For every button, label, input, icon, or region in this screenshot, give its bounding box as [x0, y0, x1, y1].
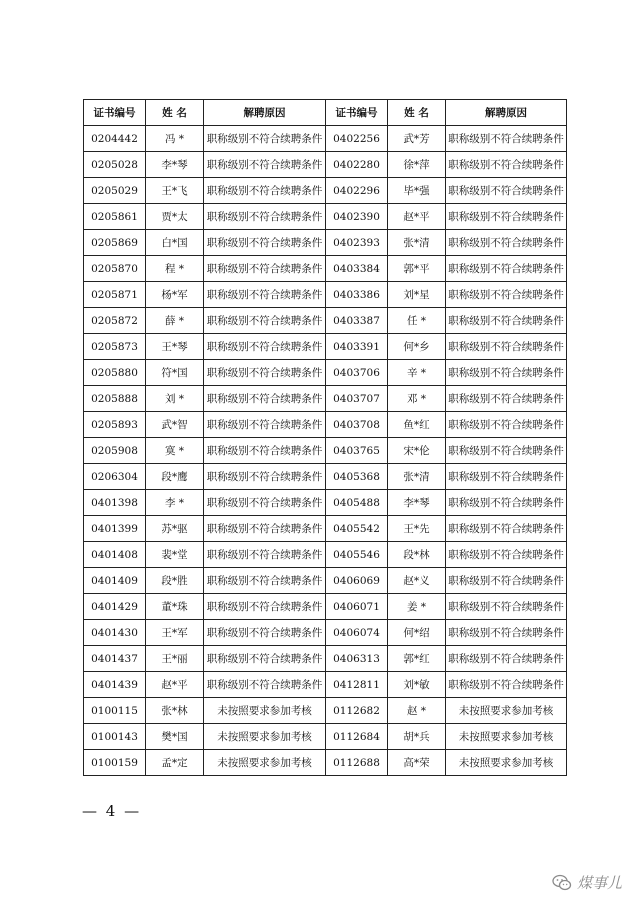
cell-cert-no: 0205869 [84, 230, 146, 256]
cell-name-2: 高*荣 [388, 750, 446, 776]
cell-name-2: 徐*萍 [388, 152, 446, 178]
watermark [552, 872, 622, 893]
table-row [84, 646, 567, 672]
table-row [84, 594, 567, 620]
cell-reason: 职称级别不符合续聘条件 [204, 594, 326, 620]
cell-reason: 未按照要求参加考核 [204, 750, 326, 776]
watermark-text: 煤事儿 [576, 874, 622, 892]
cell-cert-no-2: 0403708 [326, 412, 388, 438]
cell-cert-no-2: 0402296 [326, 178, 388, 204]
cell-cert-no: 0205873 [84, 334, 146, 360]
table-row [84, 516, 567, 542]
table-row [84, 308, 567, 334]
cell-name: 白*国 [146, 230, 204, 256]
cell-reason-2: 职称级别不符合续聘条件 [446, 490, 567, 516]
cell-cert-no: 0205029 [84, 178, 146, 204]
cell-name: 孟*定 [146, 750, 204, 776]
cell-reason: 职称级别不符合续聘条件 [204, 256, 326, 282]
cell-name: 裴*堂 [146, 542, 204, 568]
cell-name-2: 段*林 [388, 542, 446, 568]
cell-name: 董*珠 [146, 594, 204, 620]
table-row [84, 724, 567, 750]
cell-cert-no-2: 0402393 [326, 230, 388, 256]
table-row [84, 750, 567, 776]
table-row [84, 438, 567, 464]
cell-reason-2: 职称级别不符合续聘条件 [446, 672, 567, 698]
cell-reason: 职称级别不符合续聘条件 [204, 204, 326, 230]
cell-name: 冯 * [146, 126, 204, 152]
cell-reason-2: 职称级别不符合续聘条件 [446, 204, 567, 230]
cell-name: 李*琴 [146, 152, 204, 178]
cell-name-2: 张*清 [388, 464, 446, 490]
header-name-2: 姓 名 [388, 100, 446, 126]
cell-cert-no-2: 0412811 [326, 672, 388, 698]
wechat-icon [552, 874, 572, 892]
cell-name: 王*军 [146, 620, 204, 646]
cell-cert-no-2: 0403386 [326, 282, 388, 308]
cell-cert-no: 0401429 [84, 594, 146, 620]
table-row [84, 256, 567, 282]
cell-cert-no-2: 0403765 [326, 438, 388, 464]
cell-name-2: 宋*伦 [388, 438, 446, 464]
table-row [84, 334, 567, 360]
cell-reason: 职称级别不符合续聘条件 [204, 126, 326, 152]
table-row [84, 620, 567, 646]
cell-reason-2: 职称级别不符合续聘条件 [446, 230, 567, 256]
cell-reason: 职称级别不符合续聘条件 [204, 646, 326, 672]
cell-cert-no-2: 0402390 [326, 204, 388, 230]
cell-reason-2: 职称级别不符合续聘条件 [446, 412, 567, 438]
cell-cert-no-2: 0403707 [326, 386, 388, 412]
page-number: — 4 — [82, 802, 142, 820]
table-row [84, 230, 567, 256]
cell-cert-no-2: 0406069 [326, 568, 388, 594]
cell-name-2: 胡*兵 [388, 724, 446, 750]
cell-name: 段*鹰 [146, 464, 204, 490]
cell-name-2: 刘*星 [388, 282, 446, 308]
cell-name: 王*飞 [146, 178, 204, 204]
cell-name-2: 任 * [388, 308, 446, 334]
cell-reason-2: 职称级别不符合续聘条件 [446, 360, 567, 386]
cell-reason-2: 职称级别不符合续聘条件 [446, 152, 567, 178]
cell-name-2: 张*清 [388, 230, 446, 256]
cell-reason: 职称级别不符合续聘条件 [204, 516, 326, 542]
cell-cert-no: 0100159 [84, 750, 146, 776]
cell-name-2: 郭*红 [388, 646, 446, 672]
table-row [84, 698, 567, 724]
cell-name: 段*胜 [146, 568, 204, 594]
cell-cert-no: 0205870 [84, 256, 146, 282]
cell-reason: 职称级别不符合续聘条件 [204, 308, 326, 334]
cell-name: 张*林 [146, 698, 204, 724]
cell-cert-no: 0204442 [84, 126, 146, 152]
cell-cert-no-2: 0112688 [326, 750, 388, 776]
cell-cert-no: 0205893 [84, 412, 146, 438]
cell-cert-no-2: 0402256 [326, 126, 388, 152]
cell-reason-2: 职称级别不符合续聘条件 [446, 542, 567, 568]
cell-name-2: 武*芳 [388, 126, 446, 152]
cell-name: 刘 * [146, 386, 204, 412]
cell-reason-2: 职称级别不符合续聘条件 [446, 178, 567, 204]
cell-reason-2: 职称级别不符合续聘条件 [446, 620, 567, 646]
cell-reason-2: 职称级别不符合续聘条件 [446, 594, 567, 620]
table-row [84, 672, 567, 698]
cell-name: 王*丽 [146, 646, 204, 672]
cell-name: 寞 * [146, 438, 204, 464]
cell-reason-2: 职称级别不符合续聘条件 [446, 386, 567, 412]
cell-reason: 职称级别不符合续聘条件 [204, 542, 326, 568]
cell-reason-2: 职称级别不符合续聘条件 [446, 256, 567, 282]
table-row [84, 204, 567, 230]
cell-name: 李 * [146, 490, 204, 516]
cell-reason: 职称级别不符合续聘条件 [204, 438, 326, 464]
cell-reason: 未按照要求参加考核 [204, 724, 326, 750]
cell-cert-no-2: 0405368 [326, 464, 388, 490]
cell-cert-no: 0401439 [84, 672, 146, 698]
cell-name-2: 何*乡 [388, 334, 446, 360]
cell-reason-2: 未按照要求参加考核 [446, 698, 567, 724]
cell-cert-no: 0205908 [84, 438, 146, 464]
cell-name: 苏*驱 [146, 516, 204, 542]
cell-cert-no: 0205888 [84, 386, 146, 412]
cell-name-2: 刘*敏 [388, 672, 446, 698]
cell-cert-no-2: 0402280 [326, 152, 388, 178]
cell-name: 樊*国 [146, 724, 204, 750]
cell-name-2: 赵*义 [388, 568, 446, 594]
cell-cert-no: 0100115 [84, 698, 146, 724]
cell-cert-no-2: 0406313 [326, 646, 388, 672]
cell-reason: 职称级别不符合续聘条件 [204, 282, 326, 308]
cell-cert-no: 0206304 [84, 464, 146, 490]
cell-name: 薛 * [146, 308, 204, 334]
cell-name-2: 李*琴 [388, 490, 446, 516]
cell-reason-2: 职称级别不符合续聘条件 [446, 646, 567, 672]
table-row [84, 126, 567, 152]
cell-name: 符*国 [146, 360, 204, 386]
cell-reason-2: 职称级别不符合续聘条件 [446, 126, 567, 152]
cell-cert-no: 0401409 [84, 568, 146, 594]
cell-reason-2: 未按照要求参加考核 [446, 750, 567, 776]
cell-cert-no: 0205028 [84, 152, 146, 178]
table-row [84, 568, 567, 594]
cell-cert-no: 0205871 [84, 282, 146, 308]
cell-reason: 职称级别不符合续聘条件 [204, 178, 326, 204]
cell-name-2: 毕*强 [388, 178, 446, 204]
table-row [84, 490, 567, 516]
cell-name: 赵*平 [146, 672, 204, 698]
cell-cert-no: 0205880 [84, 360, 146, 386]
table-row [84, 360, 567, 386]
cell-cert-no-2: 0403391 [326, 334, 388, 360]
cell-reason: 职称级别不符合续聘条件 [204, 360, 326, 386]
cell-cert-no-2: 0406071 [326, 594, 388, 620]
table-row [84, 152, 567, 178]
cell-reason-2: 职称级别不符合续聘条件 [446, 568, 567, 594]
cell-name-2: 鱼*红 [388, 412, 446, 438]
cell-cert-no-2: 0405488 [326, 490, 388, 516]
header-name: 姓 名 [146, 100, 204, 126]
cell-name-2: 郭*平 [388, 256, 446, 282]
header-reason-2: 解聘原因 [446, 100, 567, 126]
cell-cert-no: 0401430 [84, 620, 146, 646]
cell-cert-no-2: 0112684 [326, 724, 388, 750]
cell-cert-no: 0401437 [84, 646, 146, 672]
cell-cert-no: 0205861 [84, 204, 146, 230]
cell-cert-no: 0100143 [84, 724, 146, 750]
cell-reason: 职称级别不符合续聘条件 [204, 464, 326, 490]
cell-name-2: 赵*平 [388, 204, 446, 230]
cell-name-2: 辛 * [388, 360, 446, 386]
cell-name: 杨*军 [146, 282, 204, 308]
header-reason: 解聘原因 [204, 100, 326, 126]
cell-cert-no: 0205872 [84, 308, 146, 334]
table-header-row [84, 100, 567, 126]
table-row [84, 386, 567, 412]
cell-reason-2: 职称级别不符合续聘条件 [446, 438, 567, 464]
cell-cert-no-2: 0403706 [326, 360, 388, 386]
cell-reason-2: 职称级别不符合续聘条件 [446, 516, 567, 542]
table-row [84, 464, 567, 490]
cell-reason: 未按照要求参加考核 [204, 698, 326, 724]
dismissal-table [83, 99, 567, 776]
cell-cert-no-2: 0403384 [326, 256, 388, 282]
cell-reason-2: 职称级别不符合续聘条件 [446, 282, 567, 308]
cell-name-2: 何*绍 [388, 620, 446, 646]
cell-cert-no-2: 0405546 [326, 542, 388, 568]
table-row [84, 542, 567, 568]
cell-cert-no-2: 0403387 [326, 308, 388, 334]
table-body [84, 126, 567, 776]
cell-reason-2: 职称级别不符合续聘条件 [446, 334, 567, 360]
cell-name: 王*琴 [146, 334, 204, 360]
cell-cert-no: 0401408 [84, 542, 146, 568]
cell-name: 程 * [146, 256, 204, 282]
cell-reason-2: 职称级别不符合续聘条件 [446, 308, 567, 334]
cell-reason: 职称级别不符合续聘条件 [204, 490, 326, 516]
cell-cert-no-2: 0406074 [326, 620, 388, 646]
cell-reason: 职称级别不符合续聘条件 [204, 568, 326, 594]
cell-reason-2: 职称级别不符合续聘条件 [446, 464, 567, 490]
cell-reason-2: 未按照要求参加考核 [446, 724, 567, 750]
cell-name-2: 邓 * [388, 386, 446, 412]
cell-cert-no: 0401399 [84, 516, 146, 542]
header-cert-no: 证书编号 [84, 100, 146, 126]
cell-name: 贾*太 [146, 204, 204, 230]
header-cert-no-2: 证书编号 [326, 100, 388, 126]
table-row [84, 282, 567, 308]
cell-name-2: 王*先 [388, 516, 446, 542]
cell-reason: 职称级别不符合续聘条件 [204, 334, 326, 360]
cell-name-2: 姜 * [388, 594, 446, 620]
cell-reason: 职称级别不符合续聘条件 [204, 412, 326, 438]
table-row [84, 412, 567, 438]
cell-reason: 职称级别不符合续聘条件 [204, 386, 326, 412]
cell-name: 武*智 [146, 412, 204, 438]
cell-reason: 职称级别不符合续聘条件 [204, 672, 326, 698]
cell-reason: 职称级别不符合续聘条件 [204, 152, 326, 178]
cell-reason: 职称级别不符合续聘条件 [204, 230, 326, 256]
cell-cert-no-2: 0405542 [326, 516, 388, 542]
table-row [84, 178, 567, 204]
cell-reason: 职称级别不符合续聘条件 [204, 620, 326, 646]
cell-cert-no-2: 0112682 [326, 698, 388, 724]
cell-name-2: 赵 * [388, 698, 446, 724]
cell-cert-no: 0401398 [84, 490, 146, 516]
